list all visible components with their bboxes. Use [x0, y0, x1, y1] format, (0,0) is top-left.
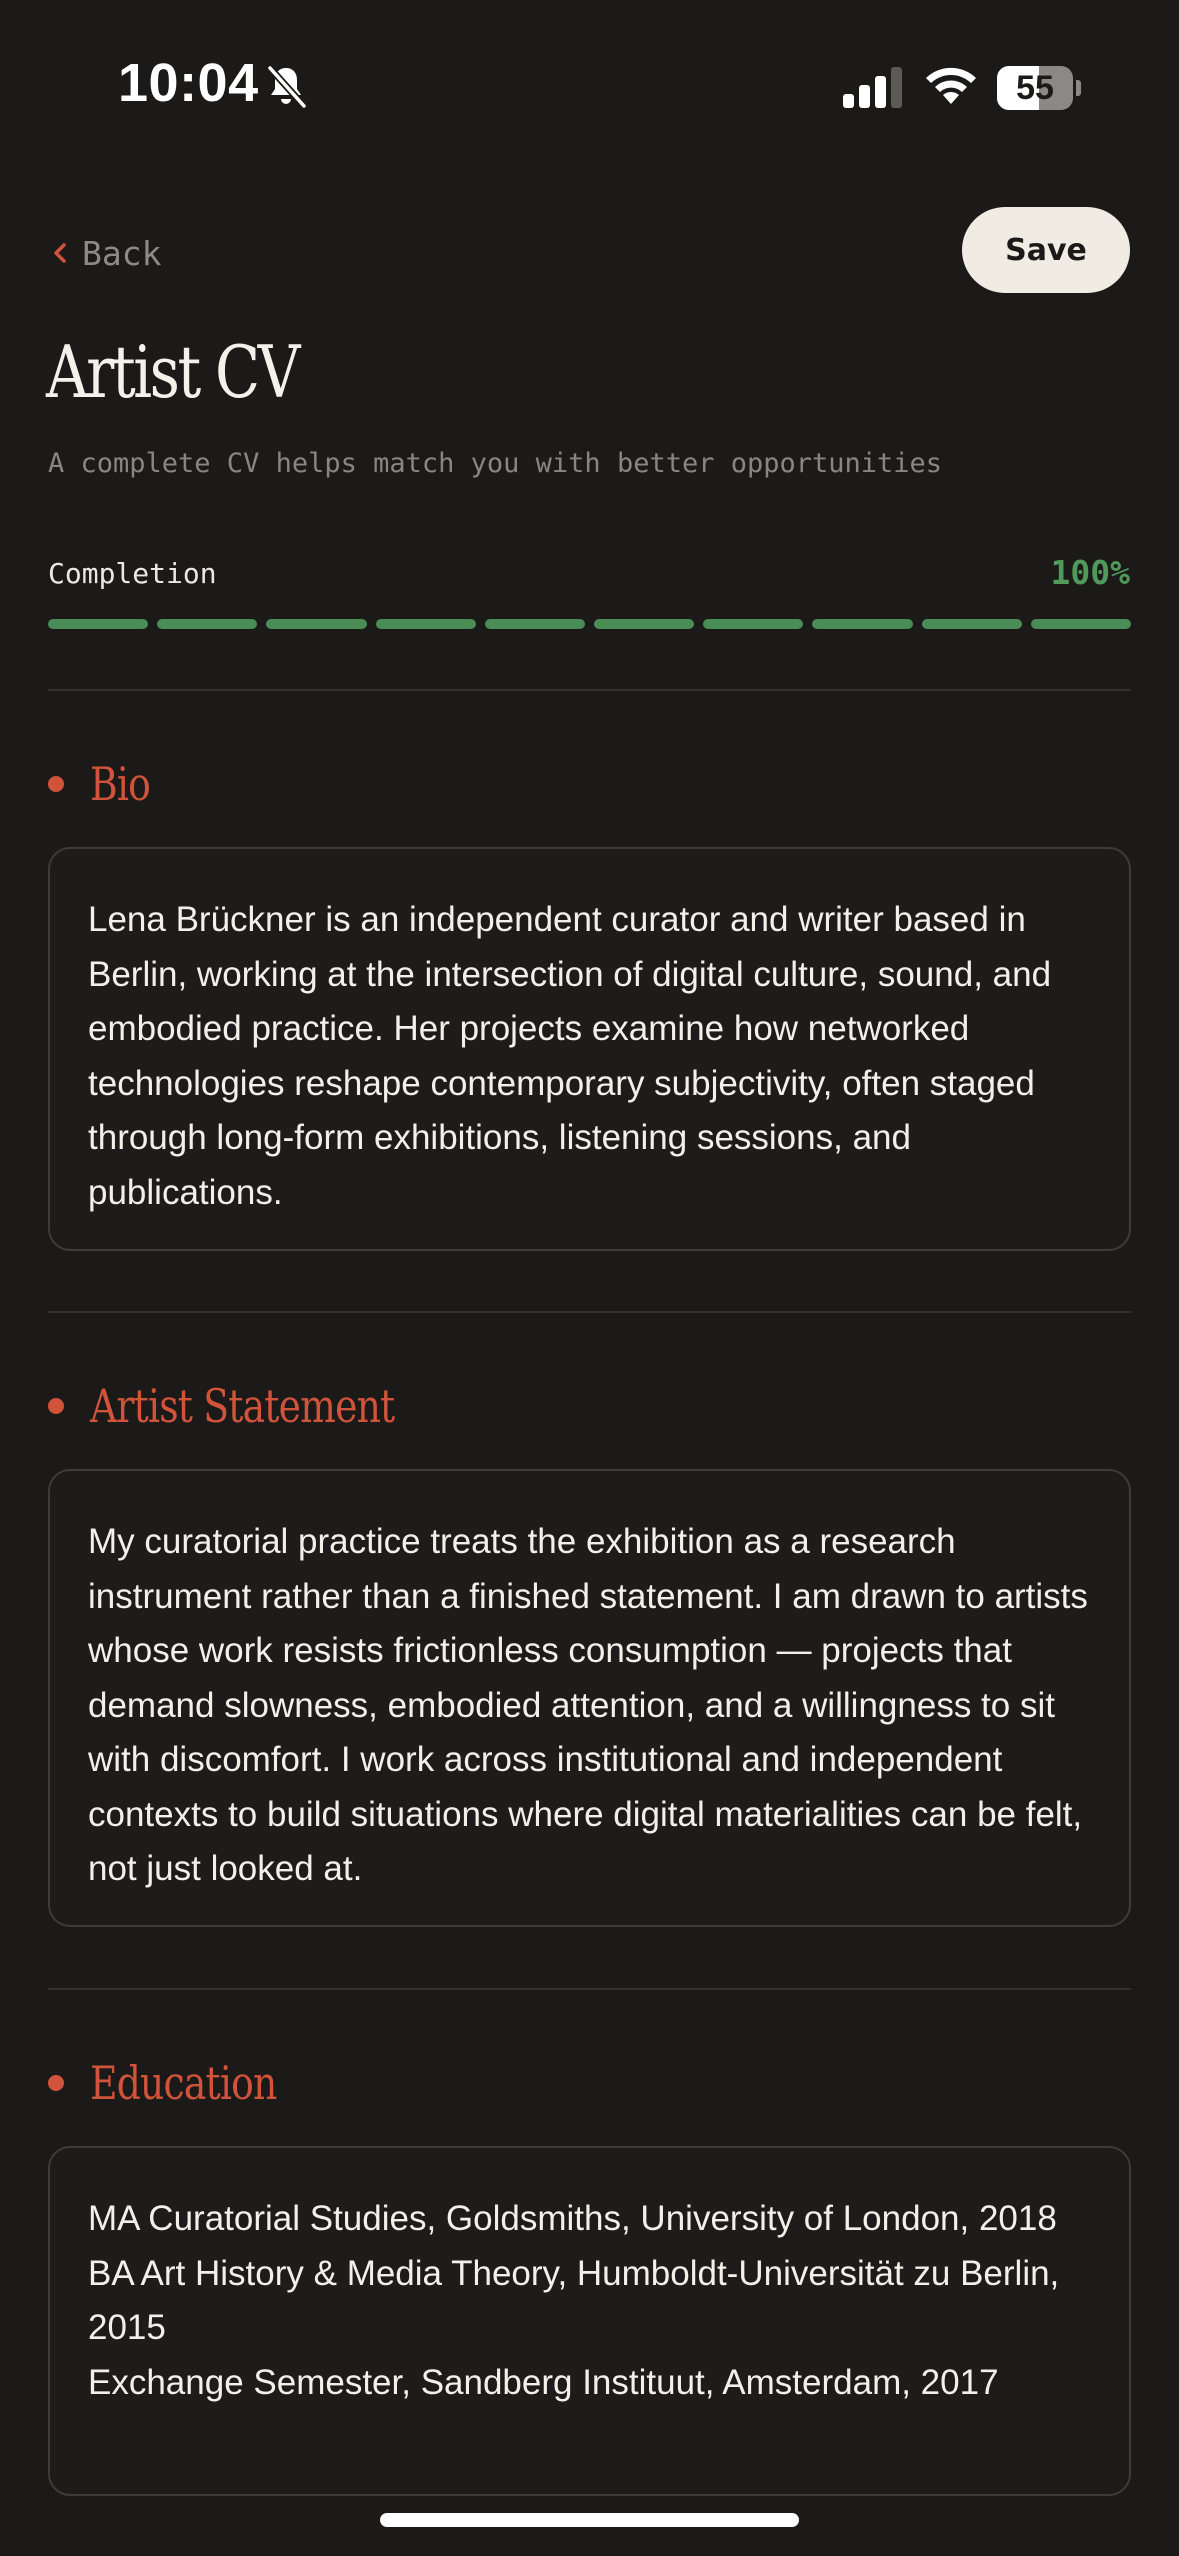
divider: [48, 1311, 1131, 1313]
page-title: Artist CV: [46, 330, 298, 414]
education-field[interactable]: [48, 2146, 1131, 2496]
chevron-left-icon: [48, 239, 72, 267]
section-header-bio: [48, 754, 163, 814]
progress-segment: [1031, 619, 1131, 629]
completion-value: 100%: [1050, 553, 1130, 592]
artist-statement-field[interactable]: [48, 1469, 1131, 1927]
bell-slash-icon: [262, 62, 310, 110]
home-indicator: [380, 2513, 799, 2527]
bullet-dot-icon: [48, 776, 64, 792]
progress-segment: [485, 619, 585, 629]
progress-segment: [922, 619, 1022, 629]
divider: [48, 689, 1131, 691]
status-bar: [0, 0, 1179, 160]
progress-segment: [48, 619, 148, 629]
progress-segment: [157, 619, 257, 629]
section-title-artist-statement: Artist Statement: [90, 1379, 395, 1433]
battery-icon: [997, 66, 1081, 110]
progress-segment: [594, 619, 694, 629]
status-time: 10:04: [118, 53, 259, 113]
progress-segment: [266, 619, 366, 629]
save-button[interactable]: Save: [962, 207, 1130, 293]
back-button[interactable]: [48, 228, 161, 278]
completion-progress-bar: [48, 619, 1131, 629]
artist-statement-text: My curatorial practice treats the exhibition as a research instrument rather than a finished statement. I am drawn to artists whose work resists frictionless consumption — projects that demand slowness, embodied attention, and a willingness to sit with discomfort. I work across institutional and independent contexts to build situations where digital materialities can be felt, not just looked at.: [88, 1522, 1088, 1888]
page-subtitle: A complete CV helps match you with better opportunities: [48, 448, 943, 479]
battery-percent: 55: [1016, 69, 1054, 107]
progress-segment: [376, 619, 476, 629]
bullet-dot-icon: [48, 1398, 64, 1414]
completion-label: Completion: [48, 557, 217, 590]
education-entry: MA Curatorial Studies, Goldsmiths, University of London, 2018: [88, 2199, 1057, 2238]
back-label: Back: [82, 233, 162, 273]
bio-text: Lena Brückner is an independent curator and writer based in Berlin, working at the intersection of digital culture, sound, and embodied practice. Her projects examine how networked technologies reshape contemporary subjectivity, often staged through long-form exhibitions, listening sessions, and publications.: [88, 900, 1052, 1212]
section-header-education: [48, 2053, 317, 2113]
cellular-signal-icon: [843, 66, 905, 110]
progress-segment: [703, 619, 803, 629]
bullet-dot-icon: [48, 2075, 64, 2091]
education-entry: BA Art History & Media Theory, Humboldt-Universität zu Berlin, 2015: [88, 2253, 1060, 2347]
progress-segment: [812, 619, 912, 629]
divider: [48, 1988, 1131, 1990]
section-header-artist-statement: [48, 1376, 461, 1436]
section-title-education: Education: [90, 2056, 277, 2110]
education-entry: Exchange Semester, Sandberg Instituut, Amsterdam, 2017: [88, 2362, 999, 2402]
wifi-icon: [922, 64, 980, 108]
bio-field[interactable]: [48, 847, 1131, 1251]
section-title-bio: Bio: [90, 757, 151, 811]
